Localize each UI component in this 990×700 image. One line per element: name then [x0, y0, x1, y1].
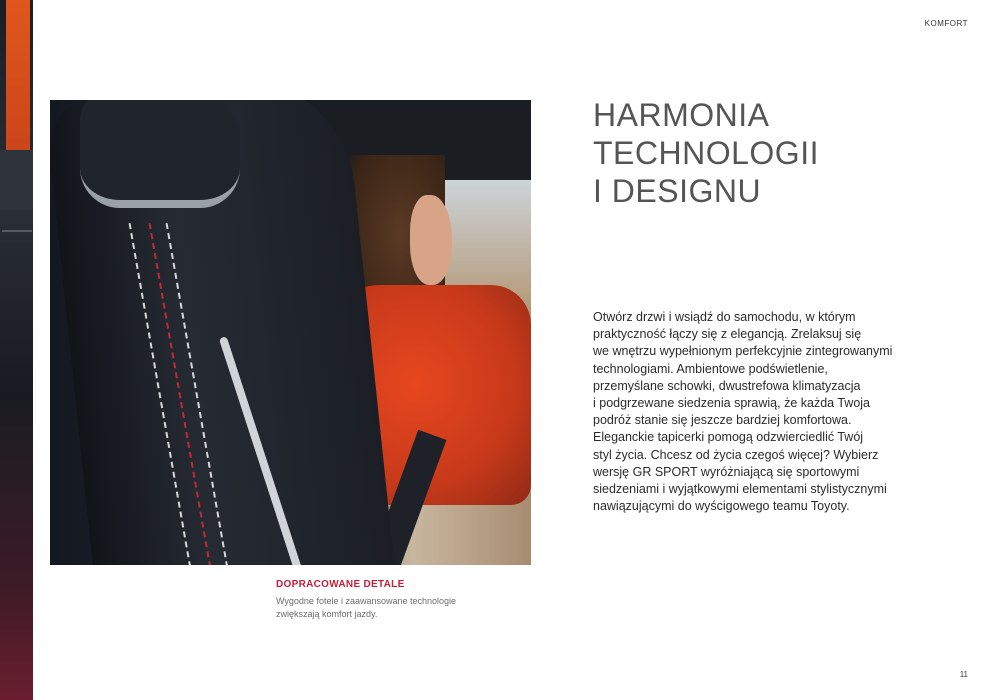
red-interior-shape [0, 400, 33, 700]
body-line: technologiami. Ambientowe podświetlenie, [593, 361, 828, 376]
body-line: we wnętrzu wypełnionym perfekcyjnie zintegrowanymi [593, 344, 893, 359]
car-interior-photo [50, 100, 531, 565]
body-line: styl życia. Chcesz od życia czegoś więcej? Wybierz [593, 447, 879, 462]
caption-title: DOPRACOWANE DETALE [276, 579, 405, 590]
heading-line: HARMONIA [593, 97, 770, 133]
body-line: nawiązującymi do wyścigowego teamu Toyoty. [593, 499, 850, 514]
dark-band-shape [0, 150, 33, 210]
caption-line: zwiększają komfort jazdy. [276, 609, 378, 619]
headrest-shape [80, 100, 240, 208]
body-line: przemyślane schowki, dwustrefowa klimatyzacja [593, 378, 861, 393]
orange-sleeve-shape [6, 0, 30, 160]
face-shape [410, 195, 452, 285]
page-heading [593, 96, 819, 210]
page-number: 11 [959, 670, 968, 679]
body-paragraph [593, 309, 963, 515]
body-line: siedzeniami i wyjątkowymi elementami stylistycznymi [593, 482, 887, 497]
trim-line-shape [2, 230, 32, 232]
heading-line: I DESIGNU [593, 173, 762, 209]
body-line: Eleganckie tapicerki pomogą odzwierciedlić Twój [593, 430, 864, 445]
caption-text [276, 595, 516, 621]
previous-page-photo-strip [0, 0, 33, 700]
body-line: i podgrzewane siedzenia sprawią, że każda Twoja [593, 396, 871, 411]
body-line: praktyczność łączy się z elegancją. Zrelaksuj się [593, 327, 862, 342]
body-line: wersję GR SPORT wyróżniającą się sportowymi [593, 464, 860, 479]
body-line: podróż stanie się jeszcze bardziej komfortowa. [593, 413, 852, 428]
body-line: Otwórz drzwi i wsiądź do samochodu, w którym [593, 310, 856, 324]
heading-line: TECHNOLOGII [593, 135, 819, 171]
caption-line: Wygodne fotele i zaawansowane technologie [276, 596, 457, 606]
section-label: KOMFORT [924, 19, 968, 28]
